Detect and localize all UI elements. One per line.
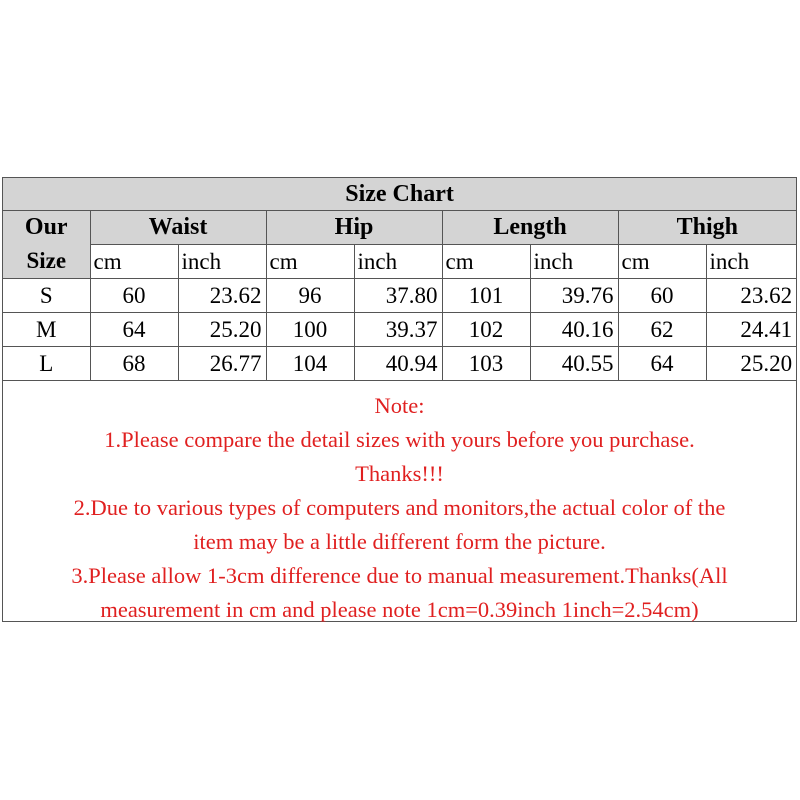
notes-section — [3, 381, 796, 627]
size-cell: M — [3, 313, 90, 347]
table-row-m — [3, 313, 796, 347]
note-line: 1.Please compare the detail sizes with yours before you purchase. — [104, 427, 695, 452]
value-cell: 100 — [266, 313, 354, 347]
note-line: measurement in cm and please note 1cm=0.39inch 1inch=2.54cm) — [100, 597, 699, 622]
value-cell: 68 — [90, 347, 178, 381]
value-cell: 60 — [90, 279, 178, 313]
value-cell: 96 — [266, 279, 354, 313]
value-cell: 62 — [618, 313, 706, 347]
our-size-label-bottom: Size — [3, 245, 90, 279]
value-cell: 102 — [442, 313, 530, 347]
value-cell: 24.41 — [706, 313, 796, 347]
unit-header-inch: inch — [354, 245, 442, 279]
value-cell: 40.16 — [530, 313, 618, 347]
unit-header-inch: inch — [706, 245, 796, 279]
table-title: Size Chart — [3, 178, 796, 211]
value-cell: 39.37 — [354, 313, 442, 347]
value-cell: 60 — [618, 279, 706, 313]
our-size-label-top: Our — [3, 211, 90, 245]
note-line: Thanks!!! — [355, 461, 444, 486]
size-chart — [2, 177, 797, 622]
value-cell: 104 — [266, 347, 354, 381]
value-cell: 64 — [90, 313, 178, 347]
size-cell: S — [3, 279, 90, 313]
unit-header-cm: cm — [266, 245, 354, 279]
table-row-s — [3, 279, 796, 313]
group-header-thigh: Thigh — [618, 211, 796, 245]
value-cell: 26.77 — [178, 347, 266, 381]
unit-header-inch: inch — [178, 245, 266, 279]
note-line: 2.Due to various types of computers and monitors,the actual color of the — [73, 495, 726, 520]
value-cell: 64 — [618, 347, 706, 381]
value-cell: 37.80 — [354, 279, 442, 313]
value-cell: 23.62 — [706, 279, 796, 313]
note-heading: Note: — [374, 393, 425, 418]
unit-header-cm: cm — [442, 245, 530, 279]
value-cell: 40.55 — [530, 347, 618, 381]
unit-header-inch: inch — [530, 245, 618, 279]
group-header-waist: Waist — [90, 211, 266, 245]
value-cell: 23.62 — [178, 279, 266, 313]
group-header-length: Length — [442, 211, 618, 245]
note-line: item may be a little different form the picture. — [193, 529, 606, 554]
note-line: 3.Please allow 1-3cm difference due to manual measurement.Thanks(All — [71, 563, 728, 588]
table-row-l — [3, 347, 796, 381]
value-cell: 103 — [442, 347, 530, 381]
unit-header-cm: cm — [618, 245, 706, 279]
value-cell: 40.94 — [354, 347, 442, 381]
value-cell: 101 — [442, 279, 530, 313]
size-cell: L — [3, 347, 90, 381]
group-header-hip: Hip — [266, 211, 442, 245]
size-chart-table — [3, 178, 796, 381]
value-cell: 25.20 — [178, 313, 266, 347]
value-cell: 39.76 — [530, 279, 618, 313]
value-cell: 25.20 — [706, 347, 796, 381]
unit-header-cm: cm — [90, 245, 178, 279]
